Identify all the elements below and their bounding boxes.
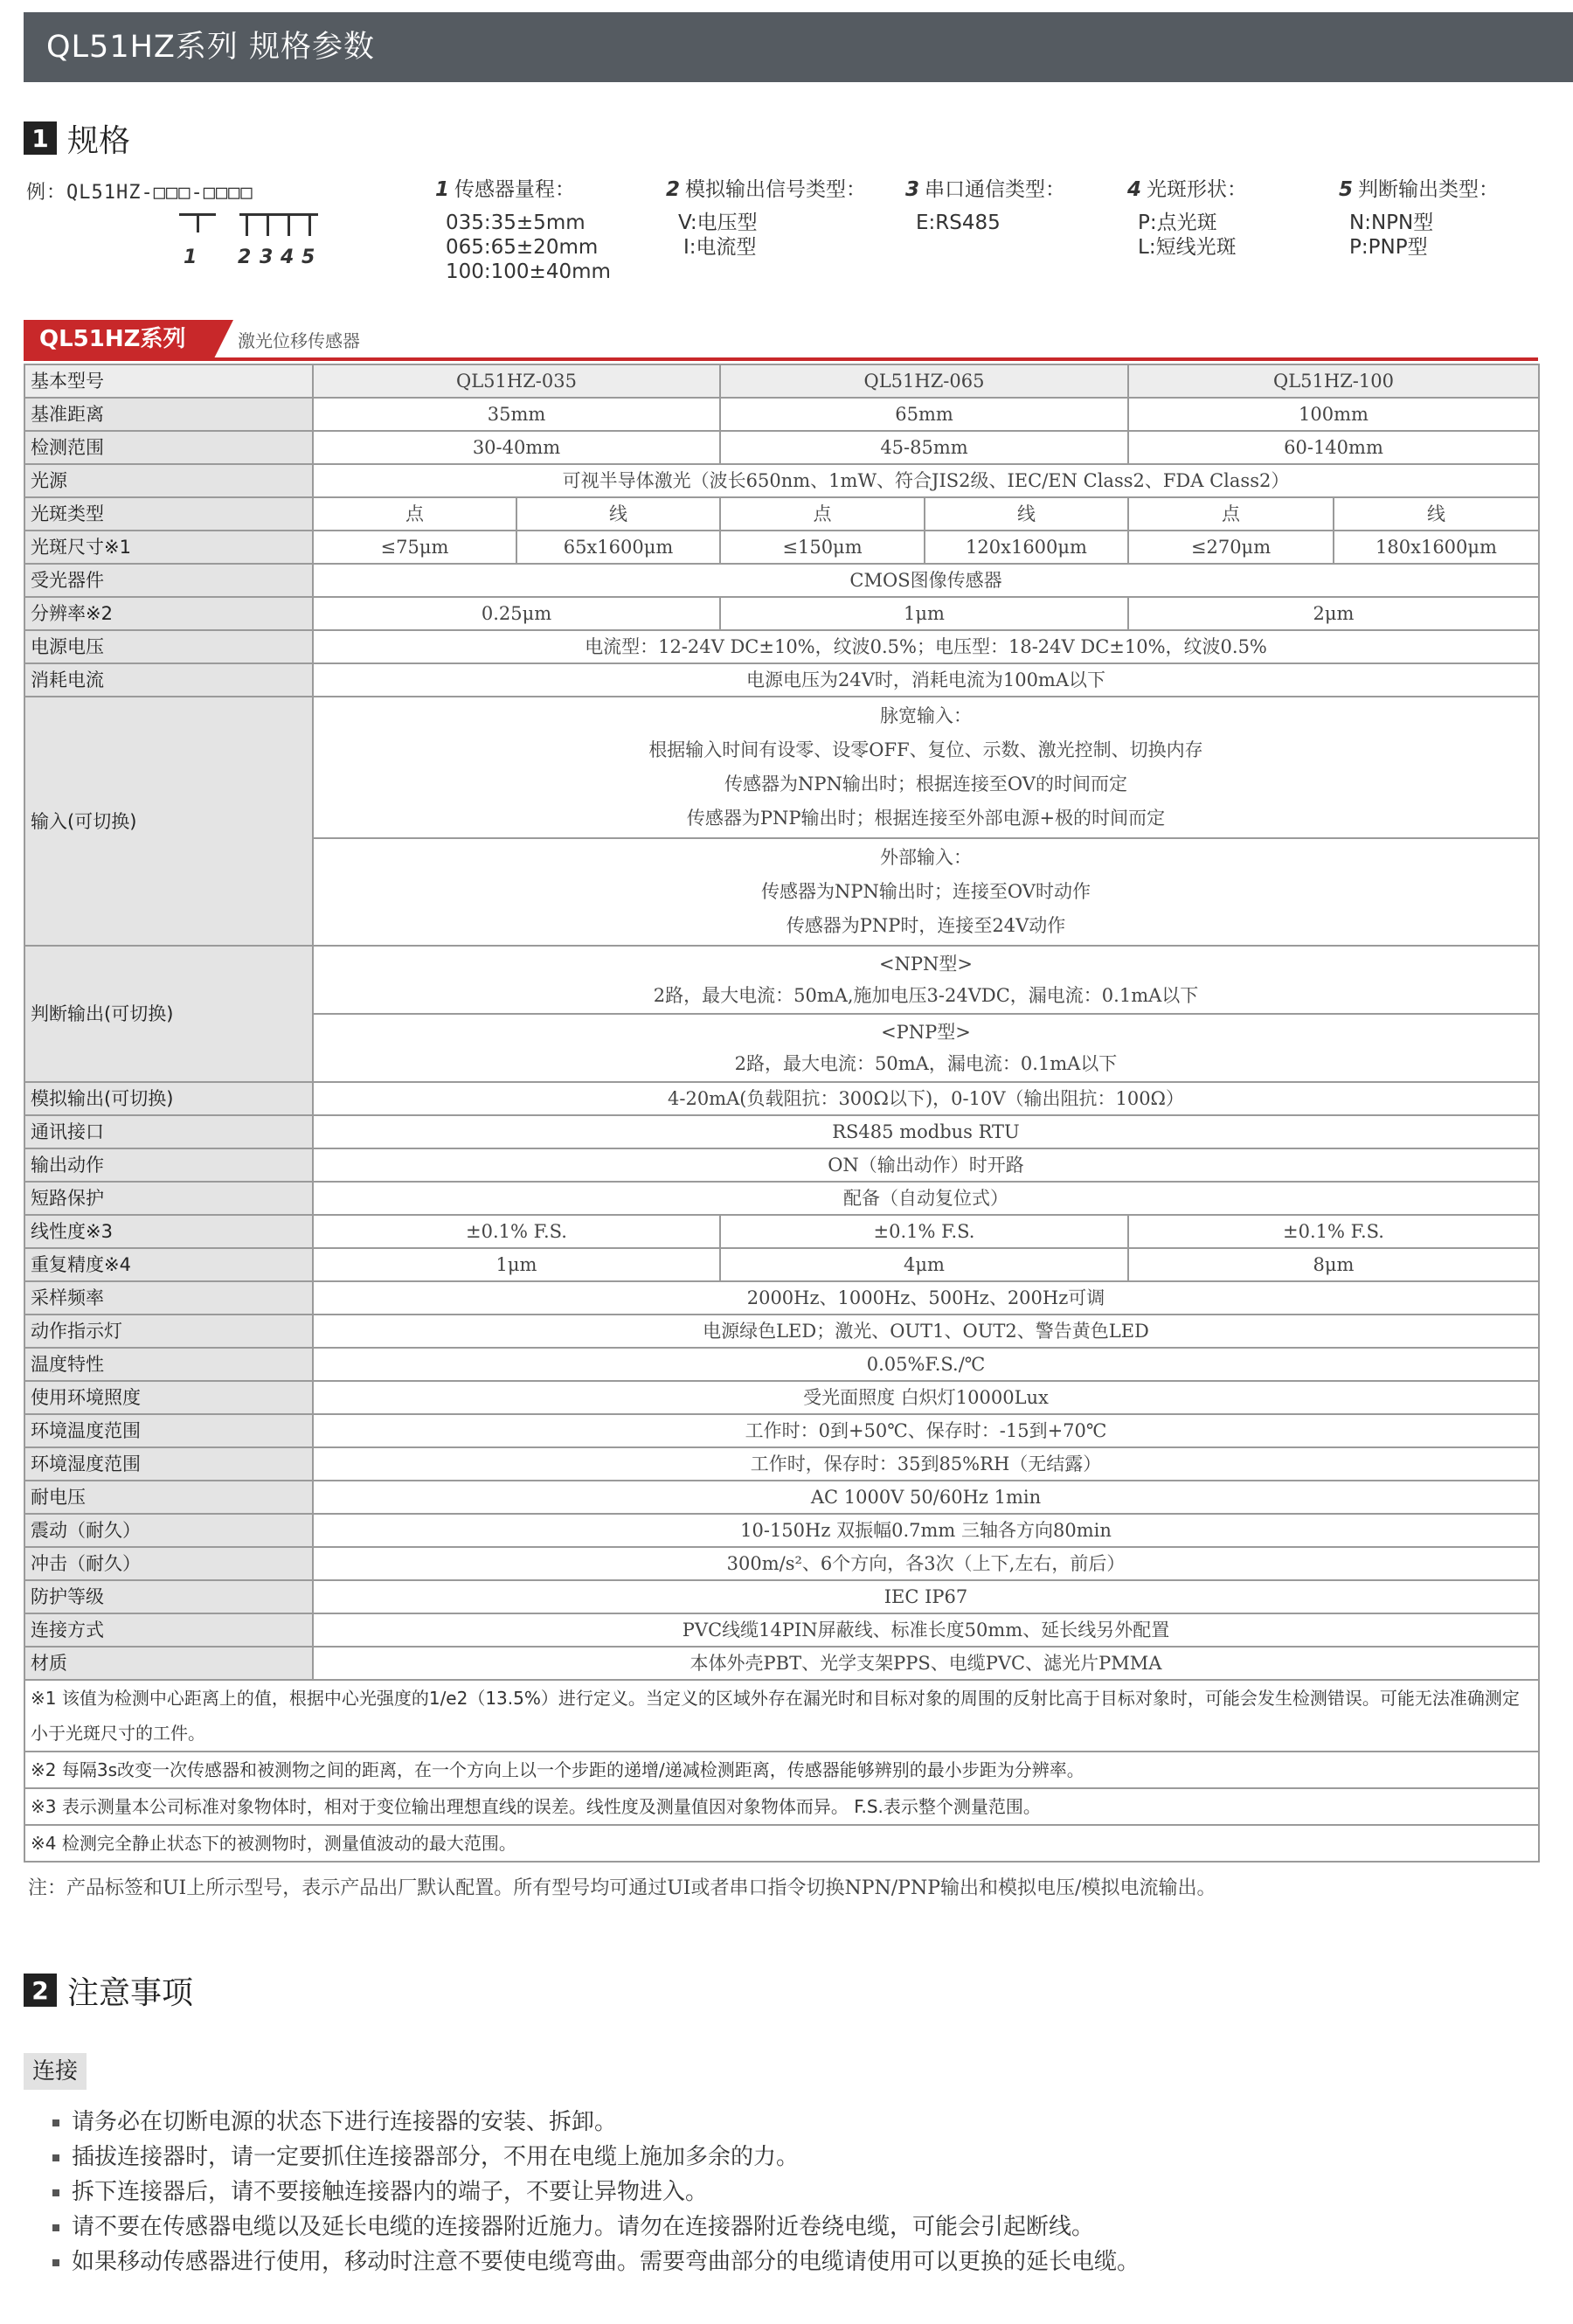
cell-line: 传感器为NPN输出时；根据连接至OV的时间而定 <box>724 774 1127 794</box>
table-cell: RS485 modbus RTU <box>313 1115 1539 1148</box>
table-cell: 受光面照度 白炽灯10000Lux <box>313 1381 1539 1414</box>
list-item: 请务必在切断电源的状态下进行连接器的安装、拆卸。 <box>52 2105 1140 2140</box>
table-cell: ON（输出动作）时开路 <box>313 1148 1539 1182</box>
table-row-note <box>24 1788 1539 1825</box>
table-row <box>24 1315 1539 1348</box>
section-label: 规格 <box>67 122 131 159</box>
spec-title: 模拟输出信号类型： <box>685 178 867 201</box>
spec-range <box>435 173 611 284</box>
bracket-1-stem <box>197 213 199 232</box>
spec-value: 035:35±5mm <box>446 212 586 234</box>
row-label: 光斑类型 <box>24 497 313 531</box>
cell-line: 传感器为PNP时，连接至24V动作 <box>786 915 1066 936</box>
model-example: 例：QL51HZ-□□□-□□□□ <box>26 182 253 204</box>
table-row <box>24 1348 1539 1381</box>
table-cell: 4-20mA(负载阻抗：300Ω以下)，0-10V（输出阻抗：100Ω） <box>313 1082 1539 1115</box>
row-label: 动作指示灯 <box>24 1315 313 1348</box>
table-cell: 1μm <box>720 597 1128 630</box>
table-cell: ±0.1% F.S. <box>1128 1215 1539 1248</box>
row-label: 环境湿度范围 <box>24 1447 313 1481</box>
table-cell: 300m/s²、6个方向，各3次（上下,左右，前后） <box>313 1547 1539 1580</box>
table-cell: QL51HZ-035 <box>313 364 720 398</box>
row-label: 输入(可切换) <box>24 697 313 946</box>
row-label: 判断输出(可切换) <box>24 946 313 1082</box>
row-label: 短路保护 <box>24 1182 313 1215</box>
section-heading-notes <box>24 1969 193 2011</box>
table-cell: ≤270μm <box>1128 531 1334 564</box>
row-label: 采样频率 <box>24 1281 313 1315</box>
bracket-number-5: 5 <box>301 246 315 268</box>
table-cell: 电源绿色LED；激光、OUT1、OUT2、警告黄色LED <box>313 1315 1539 1348</box>
row-label: 防护等级 <box>24 1580 313 1613</box>
row-label: 基准距离 <box>24 398 313 431</box>
spec-spot <box>1127 173 1247 260</box>
cell-line: 脉宽输入： <box>880 705 972 726</box>
row-label: 耐电压 <box>24 1481 313 1514</box>
table-cell: 点 <box>313 497 516 531</box>
row-label: 温度特性 <box>24 1348 313 1381</box>
table-cell: QL51HZ-100 <box>1128 364 1539 398</box>
cell-line: 根据输入时间有设零、设零OFF、复位、示数、激光控制、切换内存 <box>648 739 1203 760</box>
row-label: 光源 <box>24 464 313 497</box>
table-row <box>24 1547 1539 1580</box>
row-label: 输出动作 <box>24 1148 313 1182</box>
spec-value: L:短线光斑 <box>1138 236 1237 259</box>
table-row <box>24 1248 1539 1281</box>
footnote: 注：产品标签和UI上所示型号，表示产品出厂默认配置。所有型号均可通过UI或者串口指令切换NPN/PNP输出和模拟电压/模拟电流输出。 <box>28 1877 1216 1899</box>
row-label: 重复精度※4 <box>24 1248 313 1281</box>
row-label: 检测范围 <box>24 431 313 464</box>
section-heading-specs <box>24 117 130 159</box>
spec-table <box>24 364 1540 1863</box>
table-cell: 60-140mm <box>1128 431 1539 464</box>
spec-value: N:NPN型 <box>1349 212 1434 234</box>
row-label: 连接方式 <box>24 1613 313 1647</box>
table-row <box>24 1613 1539 1647</box>
table-cell: 工作时，保存时：35到85%RH（无结露） <box>313 1447 1539 1481</box>
table-row <box>24 1647 1539 1680</box>
row-label: 光斑尺寸※1 <box>24 531 313 564</box>
bracket-2-stem <box>246 213 248 236</box>
bracket-3-stem <box>267 213 269 236</box>
spec-number: 3 <box>905 178 920 201</box>
table-cell: 65mm <box>720 398 1128 431</box>
red-divider <box>24 357 1538 361</box>
bracket-number-2: 2 <box>238 246 252 268</box>
spec-title: 传感器量程： <box>454 178 576 201</box>
table-cell: 30-40mm <box>313 431 720 464</box>
table-row <box>24 497 1539 531</box>
spec-value: E:RS485 <box>916 212 1001 234</box>
row-label: 冲击（耐久） <box>24 1547 313 1580</box>
table-cell: AC 1000V 50/60Hz 1min <box>313 1481 1539 1514</box>
table-row-note <box>24 1680 1539 1752</box>
cell-line: 2路，最大电流：50mA,施加电压3-24VDC，漏电流：0.1mA以下 <box>653 985 1199 1006</box>
table-cell: 35mm <box>313 398 720 431</box>
table-row <box>24 531 1539 564</box>
table-cell: 120x1600μm <box>925 531 1128 564</box>
cell-line: 传感器为NPN输出时；连接至OV时动作 <box>761 881 1091 902</box>
table-row <box>24 1182 1539 1215</box>
table-row <box>24 630 1539 663</box>
table-cell: 线 <box>925 497 1128 531</box>
table-row <box>24 1514 1539 1547</box>
series-subtitle: 激光位移传感器 <box>238 330 360 351</box>
table-cell: 1μm <box>313 1248 720 1281</box>
table-row <box>24 1580 1539 1613</box>
table-note: ※4 检测完全静止状态下的被测物时，测量值波动的最大范围。 <box>24 1825 1539 1862</box>
spec-judge <box>1339 173 1499 260</box>
spec-value: V:电压型 <box>678 212 758 234</box>
table-row <box>24 564 1539 597</box>
list-item: 插拔连接器时，请一定要抓住连接器部分，不用在电缆上施加多余的力。 <box>52 2140 1140 2175</box>
table-row <box>24 1148 1539 1182</box>
spec-value: 065:65±20mm <box>446 236 599 259</box>
spec-number: 2 <box>666 178 681 201</box>
table-cell: ±0.1% F.S. <box>720 1215 1128 1248</box>
table-row-note <box>24 1752 1539 1788</box>
table-cell: 2μm <box>1128 597 1539 630</box>
row-label: 材质 <box>24 1647 313 1680</box>
table-cell: 工作时：0到+50℃、保存时：-15到+70℃ <box>313 1414 1539 1447</box>
spec-value: 100:100±40mm <box>446 260 611 283</box>
row-label: 分辨率※2 <box>24 597 313 630</box>
spec-value: I:电流型 <box>683 236 757 259</box>
table-row <box>24 398 1539 431</box>
precaution-list <box>52 2105 1140 2279</box>
table-cell-multiline <box>313 838 1539 946</box>
table-cell-multiline <box>313 946 1539 1014</box>
row-label: 消耗电流 <box>24 663 313 697</box>
table-cell: 点 <box>1128 497 1334 531</box>
spec-number: 1 <box>435 178 450 201</box>
bracket-4-stem <box>288 213 290 236</box>
table-note: ※3 表示测量本公司标准对象物体时，相对于变位输出理想直线的误差。线性度及测量值因对象物体而异。 F.S.表示整个测量范围。 <box>24 1788 1539 1825</box>
table-cell: ≤75μm <box>313 531 516 564</box>
spec-title: 串口通信类型： <box>925 178 1066 201</box>
table-cell: 本体外壳PBT、光学支架PPS、电缆PVC、滤光片PMMA <box>313 1647 1539 1680</box>
table-row <box>24 1281 1539 1315</box>
page-title: QL51HZ系列 规格参数 <box>24 12 1573 82</box>
table-cell-multiline <box>313 1014 1539 1082</box>
cell-line: 2路，最大电流：50mA，漏电流：0.1mA以下 <box>734 1053 1118 1074</box>
connect-subheading: 连接 <box>24 2053 87 2090</box>
bracket-number-4: 4 <box>281 246 295 268</box>
spec-title: 判断输出类型： <box>1358 178 1500 201</box>
table-cell: 电源电压为24V时，消耗电流为100mA以下 <box>313 663 1539 697</box>
table-cell: 8μm <box>1128 1248 1539 1281</box>
spec-value: P:PNP型 <box>1349 236 1428 259</box>
section-number: 2 <box>24 1974 57 2007</box>
spec-title: 光斑形状： <box>1147 178 1248 201</box>
table-cell: ±0.1% F.S. <box>313 1215 720 1248</box>
spec-number: 5 <box>1339 178 1354 201</box>
table-row <box>24 464 1539 497</box>
cell-line: 传感器为PNP输出时；根据连接至外部电源+极的时间而定 <box>686 808 1166 829</box>
bracket-number-3: 3 <box>260 246 274 268</box>
bracket-2-5-bar <box>239 213 318 216</box>
list-item: 拆下连接器后，请不要接触连接器内的端子，不要让异物进入。 <box>52 2175 1140 2210</box>
table-row <box>24 946 1539 1014</box>
series-tab-corner <box>214 320 233 358</box>
spec-analog <box>666 173 866 260</box>
table-cell: 电流型：12-24V DC±10%，纹波0.5%；电压型：18-24V DC±10%，纹波0.5% <box>313 630 1539 663</box>
bracket-5-stem <box>308 213 311 236</box>
cell-line: 外部输入： <box>880 847 972 868</box>
table-row <box>24 697 1539 838</box>
table-cell: PVC线缆14PIN屏蔽线、标准长度50mm、延长线另外配置 <box>313 1613 1539 1647</box>
spec-number: 4 <box>1127 178 1142 201</box>
row-label: 通讯接口 <box>24 1115 313 1148</box>
cell-line: <NPN型> <box>878 954 974 975</box>
spec-value: P:点光斑 <box>1138 212 1217 234</box>
row-label: 震动（耐久） <box>24 1514 313 1547</box>
row-label: 电源电压 <box>24 630 313 663</box>
table-row <box>24 597 1539 630</box>
table-cell-multiline <box>313 697 1539 838</box>
table-row <box>24 1381 1539 1414</box>
table-note: ※1 该值为检测中心距离上的值，根据中心光强度的1/e2（13.5%）进行定义。当定义的区域外存在漏光时和目标对象的周围的反射比高于目标对象时，可能会发生检测错误。可能无法准确测定小于光斑尺寸的工件。 <box>24 1680 1539 1752</box>
table-row <box>24 1115 1539 1148</box>
table-cell: 100mm <box>1128 398 1539 431</box>
table-row <box>24 1447 1539 1481</box>
table-row <box>24 364 1539 398</box>
table-row <box>24 1414 1539 1447</box>
bracket-number-1: 1 <box>184 246 197 268</box>
table-row <box>24 431 1539 464</box>
row-label: 环境温度范围 <box>24 1414 313 1447</box>
table-row <box>24 1215 1539 1248</box>
table-row <box>24 1082 1539 1115</box>
table-cell: QL51HZ-065 <box>720 364 1128 398</box>
table-row <box>24 1481 1539 1514</box>
table-cell: 点 <box>720 497 925 531</box>
table-cell: 10-150Hz 双振幅0.7mm 三轴各方向80min <box>313 1514 1539 1547</box>
table-cell: 可视半导体激光（波长650nm、1mW、符合JIS2级、IEC/EN Class2、FDA Class2） <box>313 464 1539 497</box>
table-cell: 线 <box>516 497 720 531</box>
table-cell: CMOS图像传感器 <box>313 564 1539 597</box>
row-label: 使用环境照度 <box>24 1381 313 1414</box>
table-cell: ≤150μm <box>720 531 925 564</box>
list-item: 如果移动传感器进行使用，移动时注意不要使电缆弯曲。需要弯曲部分的电缆请使用可以更换的延长电缆。 <box>52 2244 1140 2279</box>
row-label: 线性度※3 <box>24 1215 313 1248</box>
table-cell: 0.25μm <box>313 597 720 630</box>
table-cell: IEC IP67 <box>313 1580 1539 1613</box>
table-row <box>24 663 1539 697</box>
table-cell: 45-85mm <box>720 431 1128 464</box>
table-cell: 线 <box>1334 497 1539 531</box>
spec-serial <box>905 173 1065 235</box>
table-cell: 4μm <box>720 1248 1128 1281</box>
table-cell: 配备（自动复位式） <box>313 1182 1539 1215</box>
table-cell: 65x1600μm <box>516 531 720 564</box>
row-label: 基本型号 <box>24 364 313 398</box>
list-item: 请不要在传感器电缆以及延长电缆的连接器附近施力。请勿在连接器附近卷绕电缆，可能会引起断线。 <box>52 2210 1140 2244</box>
series-tab: QL51HZ系列 <box>24 320 214 358</box>
table-row-note <box>24 1825 1539 1862</box>
cell-line: <PNP型> <box>881 1022 971 1043</box>
table-note: ※2 每隔3s改变一次传感器和被测物之间的距离，在一个方向上以一个步距的递增/递减检测距离，传感器能够辨别的最小步距为分辨率。 <box>24 1752 1539 1788</box>
row-label: 受光器件 <box>24 564 313 597</box>
row-label: 模拟输出(可切换) <box>24 1082 313 1115</box>
section-number: 1 <box>24 121 57 155</box>
table-cell: 2000Hz、1000Hz、500Hz、200Hz可调 <box>313 1281 1539 1315</box>
table-cell: 180x1600μm <box>1334 531 1539 564</box>
section-label: 注意事项 <box>67 1974 194 2011</box>
table-cell: 0.05%F.S./℃ <box>313 1348 1539 1381</box>
